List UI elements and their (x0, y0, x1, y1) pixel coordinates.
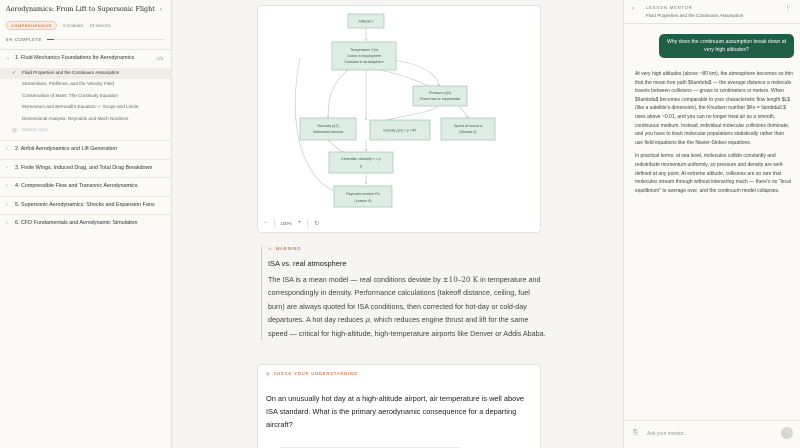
module-3-header[interactable] (0, 160, 171, 178)
chevron-right-icon: › (6, 183, 8, 190)
check-label-row (266, 371, 358, 376)
module-title: 1. Fluid Mechanics Foundations for Aerodynamics (15, 55, 135, 61)
lesson-item-fluid-properties[interactable] (0, 68, 171, 79)
plus-icon[interactable]: + (297, 220, 302, 226)
module-title: 6. CFD Fundamentals and Aerodynamic Simulation (15, 220, 138, 227)
atmosphere-flow-diagram (258, 6, 542, 216)
warning-text: The ISA is a mean model — real conditions deviate by (268, 275, 443, 284)
check-label: CHECK YOUR UNDERSTANDING (273, 371, 358, 376)
check-understanding-card (257, 364, 541, 448)
node-text: Linear in troposphere (347, 54, 381, 58)
warning-label-row (268, 246, 545, 251)
math-density-symbol: ρ (365, 315, 370, 325)
node-text: ρ (359, 164, 363, 168)
chevron-left-icon[interactable]: ‹ (159, 6, 162, 13)
lesson-title: Fluid Properties and the Continuum Assumption (22, 70, 120, 76)
user-message-bubble: Why does the continuum assumption break down at very high altitudes? (659, 34, 794, 58)
progress-bar (47, 39, 165, 41)
minus-icon[interactable]: − (264, 220, 268, 226)
module-5[interactable] (0, 196, 171, 215)
lesson-item-streamlines[interactable] (0, 79, 171, 90)
progress-bar-fill (47, 39, 54, 41)
chevron-right-icon[interactable]: › (632, 6, 634, 12)
warning-title: ISA vs. real atmosphere (268, 259, 347, 268)
module-4-header[interactable] (0, 178, 171, 196)
diagram-node-viscosity (300, 118, 356, 140)
node-text: Sutherland formula (312, 130, 344, 134)
module-2[interactable] (0, 140, 171, 159)
module-title: 4. Compressible Flow and Transonic Aerodynamics (15, 183, 138, 190)
lesson-title: Conservation of Mass: The Continuity Equation (22, 92, 118, 98)
module-1-header[interactable] (0, 50, 171, 68)
diagram-node-temperature (332, 42, 396, 70)
warning-triangle-icon: ⚠ (268, 246, 273, 251)
module-title: 5. Supersonic Aerodynamics: Shocks and Expansion Fans (15, 201, 155, 208)
diagram-node-reynolds (334, 186, 392, 207)
diagram-node-speed-of-sound (441, 118, 495, 140)
send-arrow-icon[interactable]: ↑ (781, 427, 793, 439)
course-sidebar (0, 0, 172, 448)
divider (274, 219, 275, 227)
node-text: Temperature T(h) (350, 48, 378, 52)
progress-label: 6% COMPLETE (6, 37, 42, 42)
diagram-node-density (370, 120, 430, 140)
warning-body (268, 273, 548, 340)
lesson-item-dimensional-analysis[interactable] (0, 113, 171, 124)
zoom-level: 100% (280, 220, 292, 226)
diagram-node-kinematic-viscosity (329, 152, 393, 173)
lesson-item-bernoulli[interactable] (0, 102, 171, 113)
module-2-header[interactable] (0, 141, 171, 159)
node-text: Viscosity μ(T) (317, 124, 339, 128)
module-6-header[interactable] (0, 215, 171, 233)
module-title: 3. Finite Wings, Induced Drag, and Total Drag Breakdown (15, 164, 153, 171)
quiz-lock-icon (12, 128, 17, 133)
node-text: Kinematic viscosity ν = μ (341, 157, 381, 161)
ask-mentor-input[interactable] (647, 427, 767, 441)
warning-label: WARNING (275, 246, 302, 251)
paperclip-icon[interactable]: ⎘ (633, 430, 638, 436)
module-progress-count: 1/5 (156, 56, 163, 61)
node-text: Density ρ(h) = p / RT (383, 128, 417, 133)
node-text: (Module 4) (459, 130, 477, 134)
target-icon: ◎ (266, 371, 271, 376)
node-text: Speed of sound a (453, 124, 483, 128)
more-vertical-icon[interactable]: ⋮ (784, 5, 791, 12)
module-5-header[interactable] (0, 197, 171, 215)
modules-count: 6 modules (63, 23, 84, 28)
chevron-right-icon: › (6, 164, 8, 171)
module-title: 2. Airfoil Aerodynamics and Lift Generation (15, 146, 117, 153)
chevron-right-icon: › (6, 220, 8, 227)
node-text: Reynolds number Re (346, 192, 380, 196)
lesson-title: Dimensional Analysis: Reynolds and Mach Numbers (22, 115, 129, 121)
mentor-input-bar (624, 420, 800, 448)
mentor-lesson-subtitle: Fluid Properties and the Continuum Assumption (646, 13, 744, 18)
warning-callout (261, 246, 545, 340)
node-text: Pressure p(h) (429, 91, 451, 95)
node-text: Constant in stratosphere (344, 60, 384, 64)
module-6[interactable] (0, 214, 171, 233)
lesson-title: Module Quiz (22, 127, 48, 133)
module-1 (0, 50, 171, 140)
check-icon: ✓ (12, 70, 17, 77)
reset-icon[interactable]: ↻ (314, 220, 320, 227)
node-text: (Lesson 5) (354, 199, 372, 203)
module-4[interactable] (0, 177, 171, 196)
warning-text: in temperature and correspondingly in density. Performance calculations (takeoff distance, ceiling, fuel burn) are always quoted for ISA conditions, then corrected for hot-day or cold-day departures. A hot day reduces (268, 275, 541, 325)
chevron-right-icon: › (6, 146, 8, 153)
lessons-count: 24 lessons (89, 23, 111, 28)
module-3[interactable] (0, 159, 171, 178)
mentor-label: LESSON MENTOR (646, 5, 693, 10)
lesson-item-continuity[interactable] (0, 90, 171, 101)
answer-paragraph: At very high altitudes (above ~80 km), the atmosphere becomes so thin that the mean free path $\lambda$ — the average distance a molecule travels between collisions — grows to centimeters or meters. When $\lambda$ becomes comparable to your characteristic flow length $L$ (like a satellite's dimension), the Knudsen number $Kn = \lambda/L$ rises above ~0.01, and you can no longer treat air as a smooth, continuous medium. Instead, individual molecular collisions dominate, and you have to track molecular populations statistically rather than use field equations like the Navier-Stokes equations. (635, 71, 794, 146)
lesson-title: Momentum and Bernoulli's Equation — Scope and Limits (22, 104, 139, 110)
flow-diagram-card (257, 5, 541, 233)
node-text: Altitude h (358, 19, 374, 24)
lesson-title: Streamlines, Pathlines, and the Velocity Field (22, 81, 114, 87)
chevron-right-icon: › (6, 201, 8, 208)
mentor-answer (635, 70, 793, 195)
divider (307, 219, 308, 227)
math-temperature-deviation: ±10–20 K (442, 275, 479, 284)
quiz-question: On an unusually hot day at a high-altitude airport, air temperature is well above ISA standard. What is the primary aerodynamic consequence for a departing aircraft? (266, 394, 524, 429)
chevron-down-icon: ⌄ (6, 55, 11, 61)
warning-text: , which reduces engine thrust and lift for the same speed — critical for high-altitude, high-temperature airports like Denver or Addis Ababa. (268, 315, 546, 338)
level-badge: COMPREHENSIVE (6, 21, 57, 30)
course-title: Aerodynamics: From Lift to Supersonic Flight (6, 5, 155, 13)
diagram-node-pressure (413, 86, 467, 106)
lesson-item-module-quiz[interactable] (0, 124, 171, 137)
diagram-zoom-controls (264, 219, 319, 227)
answer-paragraph: In practical terms: at sea level, molecules collide constantly and redistribute momentum uniformly, so pressure and density are well-defined at any point. At extreme altitude, collisions are so rare that molecules stream through without interacting much — there's no "local equilibrium" to average over, and the continuum model collapses. (635, 153, 791, 194)
lesson-mentor-panel (623, 0, 800, 448)
diagram-node-altitude (348, 14, 384, 28)
mentor-header (624, 0, 800, 24)
node-text: Power law or exponential (419, 97, 461, 101)
lesson-content (173, 0, 622, 448)
